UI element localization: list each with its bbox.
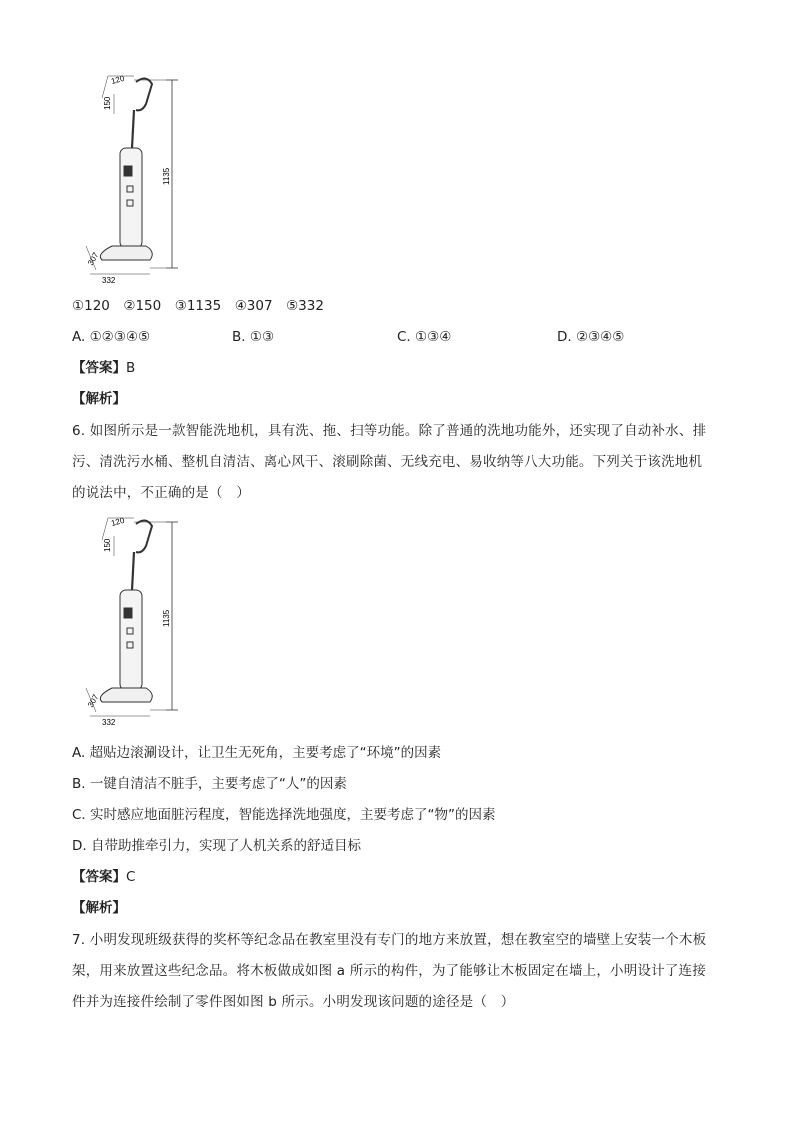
floor-washer-figure-2: [72, 512, 192, 730]
q7-stem: [72, 925, 732, 1018]
q6-stem-line: 污、清洗污水桶、整机自清洁、离心风干、滚刷除菌、无线充电、易收纳等八大功能。下列关于该洗地机: [72, 454, 703, 470]
q6-stem-line: 6. 如图所示是一款智能洗地机，具有洗、拖、扫等功能。除了普通的洗地功能外，还实现了自动补水、排: [72, 423, 707, 439]
q5-option-a: A. ①②③④⑤: [72, 329, 151, 345]
dim-1135-label: 1135: [162, 167, 171, 185]
floor-washer-drawing: [72, 70, 192, 288]
q5-answer: 【答案】B: [72, 360, 136, 376]
q6-analysis: 【解析】: [72, 900, 126, 916]
q7-stem-line: 7. 小明发现班级获得的奖杯等纪念品在教室里没有专门的地方来放置，想在教室空的墙壁上安装一个木板: [72, 932, 707, 948]
dim-120-label: 120: [110, 515, 126, 528]
q6-answer-label: 答案: [85, 869, 113, 885]
dim-332-label: 332: [102, 718, 116, 727]
q5-answer-label: 答案: [85, 360, 113, 376]
floor-washer-drawing: [72, 512, 192, 730]
q7-stem-line: 架，用来放置这些纪念品。将木板做成如图 a 所示的构件，为了能够让木板固定在墙上，小明设计了连接: [72, 963, 706, 979]
dim-332-label: 332: [102, 276, 116, 285]
dim-307-label: 307: [85, 250, 101, 267]
q6-option-d: D. 自带助推牵引力，实现了人机关系的舒适目标: [72, 838, 361, 854]
floor-washer-figure-1: [72, 70, 192, 288]
q7-stem-line: 件并为连接件绘制了零件图如图 b 所示。小明发现该问题的途径是（ ）: [72, 994, 515, 1010]
dim-1135-label: 1135: [162, 609, 171, 627]
q5-answer-value: B: [126, 360, 136, 376]
q5-analysis-label: 解析: [85, 391, 113, 407]
q5-option-c: C. ①③④: [397, 329, 452, 345]
q5-analysis: 【解析】: [72, 391, 126, 407]
dim-150-label: 150: [103, 96, 112, 110]
q6-option-a: A. 超贴边滚涮设计，让卫生无死角，主要考虑了“环境”的因素: [72, 745, 442, 761]
q6-option-b: B. 一键自清洁不脏手，主要考虑了“人”的因素: [72, 776, 347, 792]
dim-307-label: 307: [85, 692, 101, 709]
q5-option-d: D. ②③④⑤: [557, 329, 625, 345]
dim-150-label: 150: [103, 538, 112, 552]
choices-line: ①120 ②150 ③1135 ④307 ⑤332: [72, 298, 324, 314]
q6-stem-line: 的说法中，不正确的是（ ）: [72, 485, 251, 501]
dim-120-label: 120: [110, 73, 126, 86]
q6-analysis-label: 解析: [85, 900, 113, 916]
q6-answer-value: C: [126, 869, 136, 885]
q6-option-c: C. 实时感应地面脏污程度，智能选择洗地强度，主要考虑了“物”的因素: [72, 807, 496, 823]
q5-option-b: B. ①③: [232, 329, 275, 345]
q6-stem: [72, 416, 732, 509]
q6-answer: 【答案】C: [72, 869, 136, 885]
